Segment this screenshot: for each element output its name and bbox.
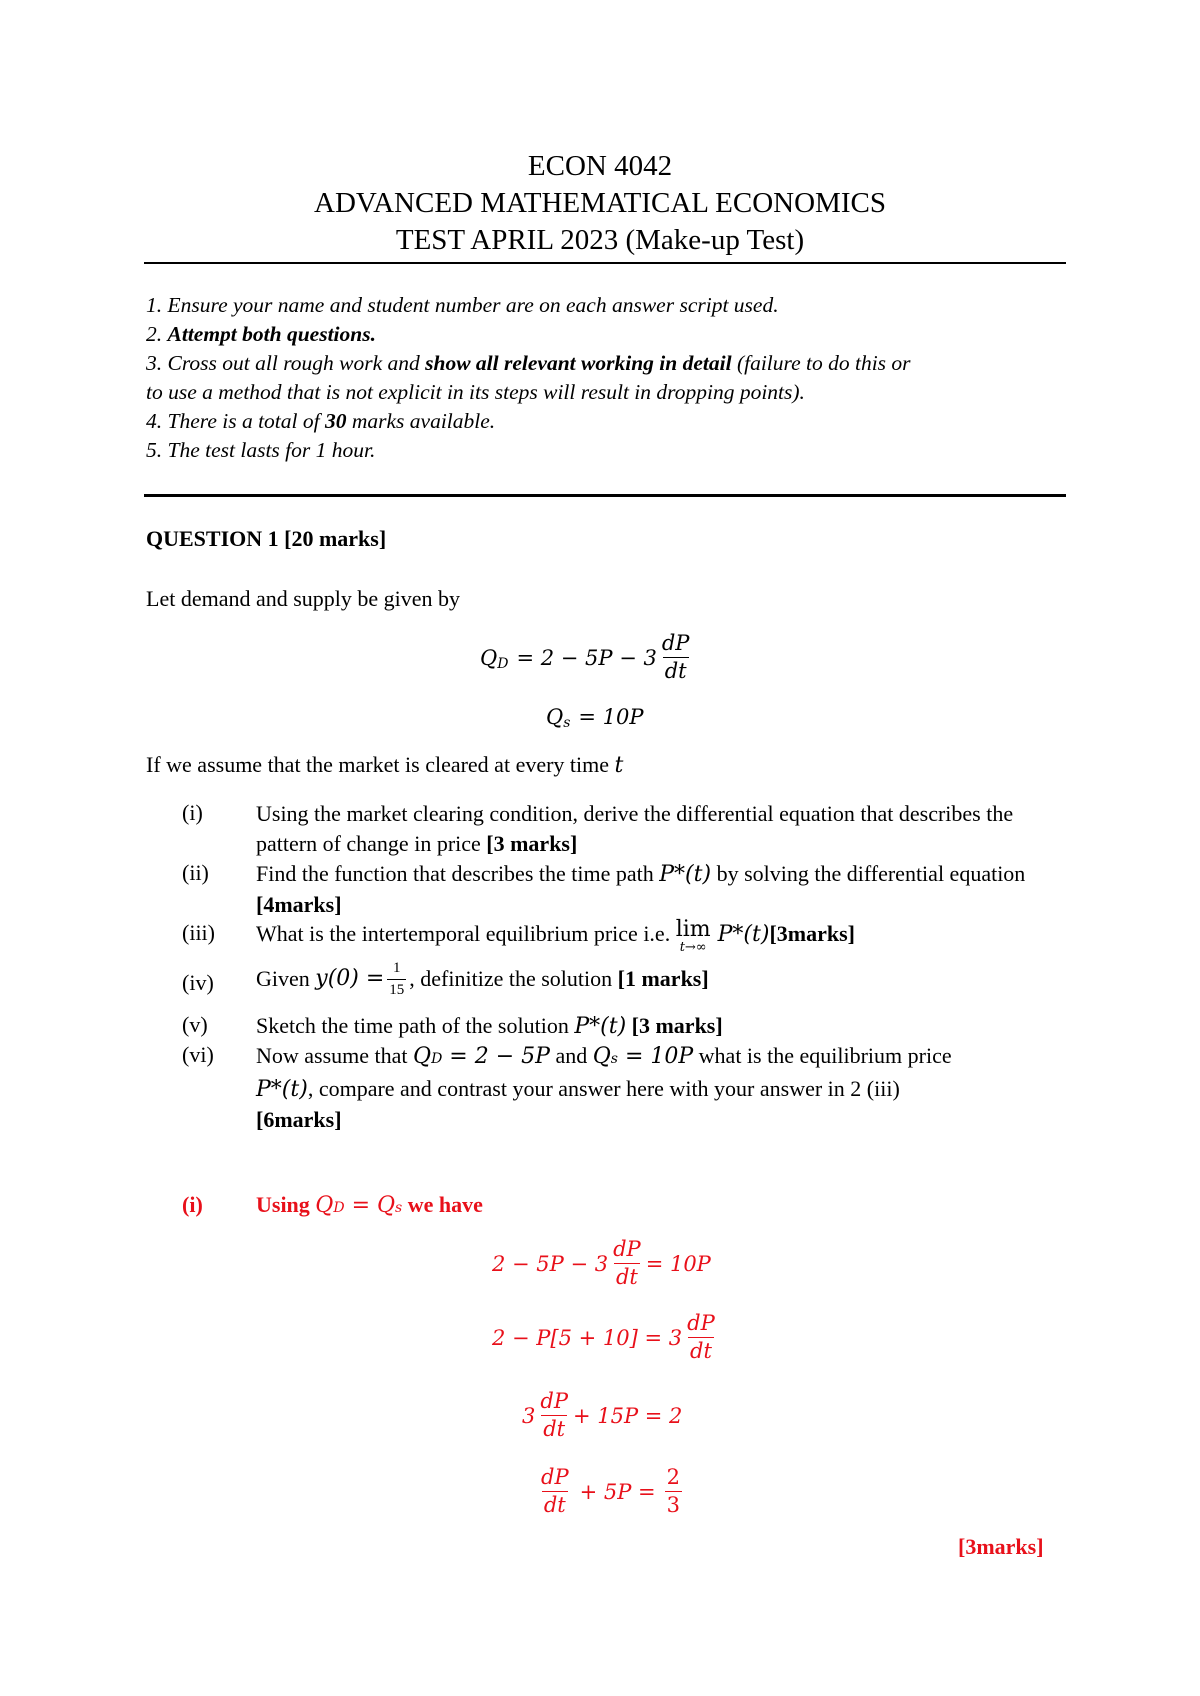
section-divider bbox=[144, 494, 1066, 497]
solution-equation-1: 2 − 5P − 3 $\frac{dP}{dt}$ = 10P bbox=[492, 1237, 711, 1290]
course-code: ECON 4042 bbox=[527, 150, 673, 182]
part-v-label: (v) bbox=[182, 1012, 208, 1037]
question-intro: Let demand and supply be given by bbox=[146, 586, 461, 611]
test-title: TEST APRIL 2023 (Make-up Test) bbox=[395, 224, 805, 256]
part-i-text: Using the market clearing condition, derive the differential equation that describes the pattern of change in price [3 marks] bbox=[256, 801, 1014, 856]
part-vi-label: (vi) bbox=[182, 1042, 214, 1067]
instruction-1: 1. Ensure your name and student number are on each answer script used. bbox=[146, 293, 779, 317]
part-i-label: (i) bbox=[182, 800, 203, 825]
part-iv-label: (iv) bbox=[182, 970, 214, 995]
demand-equation: Q D = 2 − 5P − 3 $\frac{dP}{dt}$ bbox=[480, 631, 690, 684]
part-vi-text: Now assume that QD = 2 − 5P and Qs = 10P what is the equilibrium price P*(t), compare and contrast your answer here with your answer in 2 (iii) [6marks] bbox=[256, 1043, 952, 1132]
header-divider bbox=[144, 262, 1066, 264]
solution-marks: [3marks] bbox=[958, 1534, 1044, 1559]
solution-equation-3: 3 $\frac{dP}{dt}$ + 15P = 2 bbox=[522, 1389, 683, 1442]
instruction-2: 2. Attempt both questions. bbox=[146, 322, 376, 346]
part-ii-label: (ii) bbox=[182, 860, 209, 885]
instruction-3-cont: to use a method that is not explicit in its steps will result in dropping points). bbox=[146, 380, 805, 404]
part-ii-text: Find the function that describes the time path P*(t) by solving the differential equation [4marks] bbox=[256, 861, 1026, 917]
instruction-4: 4. There is a total of 30 marks available. bbox=[146, 409, 496, 433]
supply-equation: Q s = 10P bbox=[546, 705, 644, 731]
part-iv-text: Given y(0) = $\frac{1}{15}$ , definitize the solution [1 marks] bbox=[256, 960, 709, 998]
solution-equation-4: $\frac{dP}{dt}$ + 5P = $\frac{2}{3}$ bbox=[541, 1465, 680, 1518]
part-iii-label: (iii) bbox=[182, 920, 215, 945]
part-iii-text: What is the intertemporal equilibrium price i.e. lim t→∞ P*(t)[3marks] bbox=[256, 917, 855, 955]
instruction-5: 5. The test lasts for 1 hour. bbox=[146, 438, 376, 462]
solution-equation-2: 2 − P[5 + 10] = 3 $\frac{dP}{dt}$ bbox=[492, 1311, 715, 1364]
solution-intro: Using QD = Qs we have bbox=[256, 1192, 483, 1218]
assumption-text: If we assume that the market is cleared at every time t bbox=[146, 752, 624, 778]
instruction-3: 3. Cross out all rough work and show all relevant working in detail (failure to do this or bbox=[146, 351, 911, 375]
part-v-text: Sketch the time path of the solution P*(t) [3 marks] bbox=[256, 1013, 723, 1039]
solution-label: (i) bbox=[182, 1192, 203, 1217]
course-title: ADVANCED MATHEMATICAL ECONOMICS bbox=[314, 187, 886, 219]
question-heading: QUESTION 1 [20 marks] bbox=[146, 526, 387, 551]
